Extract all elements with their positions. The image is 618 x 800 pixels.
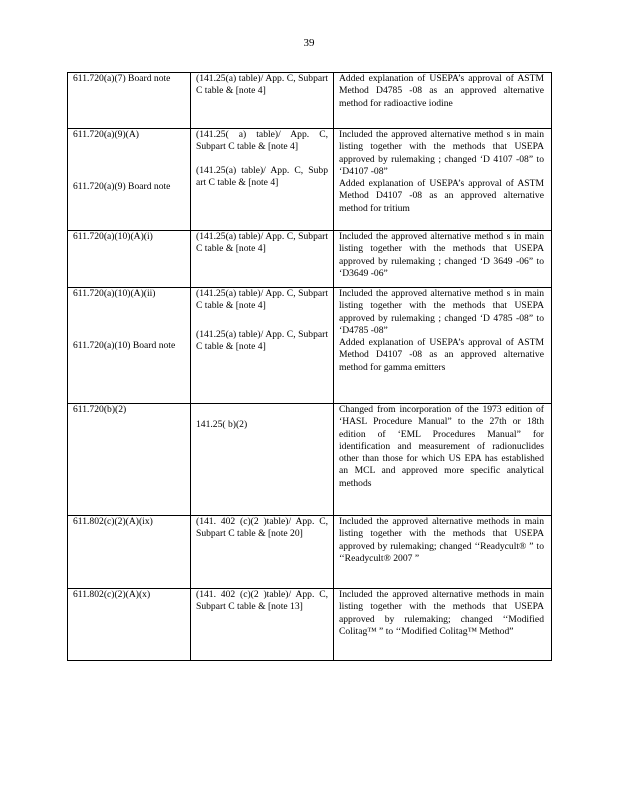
amendments-table: [67, 72, 552, 661]
section-cell: [68, 589, 191, 661]
section-reference: 611.802(c)(2)(A)(x): [73, 589, 151, 600]
section-cell: [68, 129, 191, 231]
table-row: [68, 129, 552, 231]
note-text: Included the approved alternative methods in main listing together with the methods that USEPA approved by rulemaking; changed ‘‘Readycult® ” to ‘‘Readycult® 2007 ”: [339, 516, 544, 564]
note-cell: [334, 73, 552, 129]
section-reference: 611.802(c)(2)(A)(ix): [73, 516, 153, 527]
section-reference: 611.720(a)(7) Board note: [73, 73, 171, 84]
source-reference: (141. 402 (c)(2 )table)/ App. C, Subpart C table & [note 13]: [196, 589, 328, 613]
note-cell: [334, 516, 552, 589]
note-text: Included the approved alternative method s in main listing together with the methods that USEPA approved by rulemaking ; changed ‘D 3649 -06” to ‘D3649 -06”: [339, 231, 544, 279]
note-text: Included the approved alternative method s in main listing together with the methods that USEPA approved by rulemaking ; changed ‘D 4107 -08” to ‘D4107 -08”: [339, 129, 544, 177]
section-reference: 611.720(a)(9)(A): [73, 129, 139, 140]
source-cell: [191, 589, 334, 661]
note-text: Included the approved alternative methods in main listing together with the methods that USEPA approved by rulemaking; changed ‘‘Modified Colitag™ ” to ‘‘Modified Colitag™ Method”: [339, 589, 544, 637]
table-row: [68, 73, 552, 129]
note-cell: [334, 404, 552, 516]
page-number: 39: [303, 37, 315, 49]
source-cell: [191, 404, 334, 516]
table-row: [68, 231, 552, 288]
note-text: Added explanation of USEPA’s approval of ASTM Method D4107 -08 as an approved alternative method for gamma emitters: [339, 337, 544, 373]
source-reference: (141.25(a) table)/ App. C, Subpart C table & [note 4]: [196, 231, 328, 255]
note-cell: [334, 288, 552, 404]
source-cell: [191, 231, 334, 288]
section-reference: 611.720(a)(10)(A)(ii): [73, 288, 156, 299]
section-cell: [68, 404, 191, 516]
source-cell: [191, 73, 334, 129]
section-reference: 611.720(a)(10)(A)(i): [73, 231, 153, 242]
table-row: [68, 404, 552, 516]
source-reference: (141.25(a) table)/ App. C, Subpart C table & [note 4]: [196, 288, 328, 312]
section-reference: 611.720(a)(10) Board note: [73, 340, 176, 352]
note-text: Changed from incorporation of the 1973 edition of ‘HASL Procedure Manual” to the 27th or 18th edition of ‘EML Procedures Manual” for identification and measurement of radionuclides other than those for which US EPA has established an MCL and approved more specific analytical methods: [339, 404, 544, 489]
note-cell: [334, 231, 552, 288]
source-reference: 141.25( b)(2): [196, 419, 248, 430]
source-cell: [191, 129, 334, 231]
note-cell: [334, 589, 552, 661]
section-reference: 611.720(a)(9) Board note: [73, 181, 171, 193]
table-row: [68, 288, 552, 404]
section-cell: [68, 516, 191, 589]
source-reference: (141.25(a) table)/ App. C, Subpart C table & [note 4]: [196, 73, 328, 97]
section-cell: [68, 288, 191, 404]
section-cell: [68, 73, 191, 129]
source-cell: [191, 288, 334, 404]
source-reference: (141.25(a) table)/ App. C, Subpart C table & [note 4]: [196, 328, 328, 352]
note-text: Added explanation of USEPA’s approval of ASTM Method D4107 -08 as an approved alternative method for tritium: [339, 178, 544, 214]
note-cell: [334, 129, 552, 231]
table-row: [68, 516, 552, 589]
note-text: Added explanation of USEPA’s approval of ASTM Method D4785 -08 as an approved alternative method for radioactive iodine: [339, 73, 544, 109]
section-reference: 611.720(b)(2): [73, 404, 127, 415]
source-reference: (141.25( a) table)/ App. C, Subpart C table & [note 4]: [196, 129, 328, 153]
source-reference: (141. 402 (c)(2 )table)/ App. C, Subpart C table & [note 20]: [196, 516, 328, 540]
section-cell: [68, 231, 191, 288]
note-text: Included the approved alternative method s in main listing together with the methods that USEPA approved by rulemaking ; changed ‘D 4785 -08” to ‘D4785 -08”: [339, 288, 544, 336]
source-reference: (141.25(a) table)/ App. C, Subp art C table & [note 4]: [196, 164, 328, 188]
table-row: [68, 589, 552, 661]
source-cell: [191, 516, 334, 589]
